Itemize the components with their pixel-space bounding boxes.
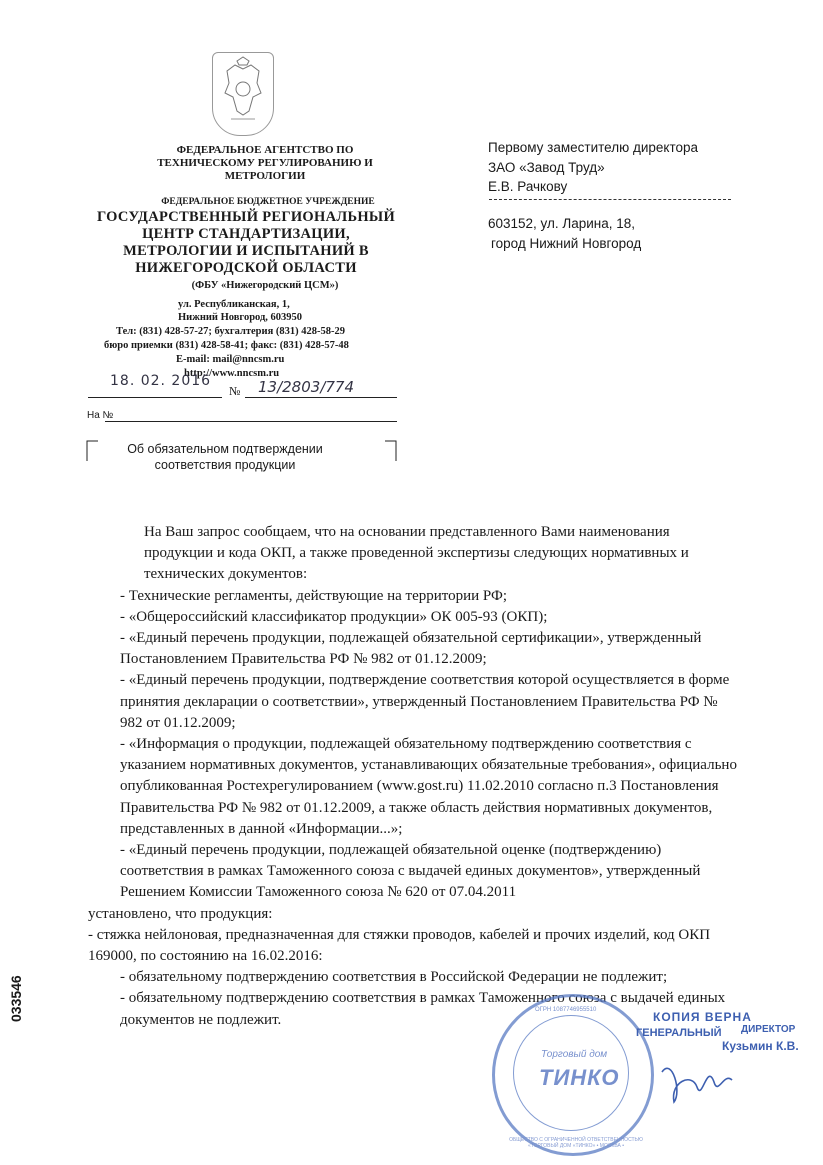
reception-fax: бюро приемки (831) 428-58-41; факс: (831) 428-57-48 xyxy=(104,340,349,351)
agency-name: ФЕДЕРАЛЬНОЕ АГЕНТСТВО ПО ТЕХНИЧЕСКОМУ РЕГУЛИРОВАНИЮ И МЕТРОЛОГИИ xyxy=(157,144,373,182)
body-established: установлено, что продукция: xyxy=(88,905,273,922)
reply-to-line xyxy=(105,421,397,422)
form-serial-number: 033546 xyxy=(8,975,24,1022)
recipient-name: Е.В. Рачкову xyxy=(488,179,568,194)
recipient-divider xyxy=(489,199,731,200)
bracket-left xyxy=(86,440,100,462)
body-item: - «Единый перечень продукции, подлежащей обязательной сертификации», утвержденный Постановлением Правительства РФ № 982 от 01.12.2009; xyxy=(120,630,702,668)
institution-type: ФЕДЕРАЛЬНОЕ БЮДЖЕТНОЕ УЧРЕЖДЕНИЕ xyxy=(161,197,375,207)
stamp-title-director: ДИРЕКТОР xyxy=(741,1024,796,1035)
address-city: Нижний Новгород, 603950 xyxy=(178,312,303,323)
body-item: - «Единый перечень продукции, подтверждение соответствия которой осуществляется в форме принятия декларации о соответствии», утвержденный Постановлением Правительства РФ № 982 от 01.12.2009; xyxy=(120,672,730,731)
phone-numbers: Тел: (831) 428-57-27; бухгалтерия (831) 428-58-29 xyxy=(116,326,345,337)
seal-ring-text: ОБЩЕСТВО С ОГРАНИЧЕННОЙ ОТВЕТСТВЕННОСТЬЮ «ТОРГОВЫЙ ДОМ «ТИНКО» • МОСКВА • xyxy=(509,1137,643,1149)
company-seal xyxy=(492,994,654,1156)
reply-to-label: На № xyxy=(87,410,114,421)
registration-date: 18. 02. 2016 xyxy=(110,373,212,389)
body-conclusion: - обязательному подтверждению соответствия в рамках Таможенного союза с выдачей единых документов не подлежит. xyxy=(120,990,726,1028)
state-emblem xyxy=(212,52,274,136)
number-line xyxy=(245,397,397,398)
body-item: - «Общероссийский классификатор продукции» ОК 005-93 (ОКП); xyxy=(120,608,548,625)
recipient-company: ЗАО «Завод Труд» xyxy=(488,160,605,175)
body-product: - стяжка нейлоновая, предназначенная для стяжки проводов, кабелей и прочих изделий, код ОКП 169000, по состоянию на 16.02.2016: xyxy=(88,926,711,965)
date-line xyxy=(88,397,222,398)
body-intro: На Ваш запрос сообщаем, что на основании представленного Вами наименования продукции и кода ОКП, а также проведенной экспертизы следующих нормативных и технических документов: xyxy=(144,524,689,583)
institution-short-name: (ФБУ «Нижегородский ЦСМ») xyxy=(191,280,339,291)
seal-logo: ТИНКО xyxy=(539,1065,620,1090)
stamp-title-general: ГЕНЕРАЛЬНЫЙ xyxy=(636,1027,722,1039)
recipient-address-line2: город Нижний Новгород xyxy=(491,236,642,251)
seal-center-top: Торговый дом xyxy=(541,1049,608,1060)
double-headed-eagle-icon xyxy=(213,53,273,135)
body-item: - «Информация о продукции, подлежащей обязательному подтверждению соответствия с указанием нормативных документов, устанавливающих обязательные требования», официально опубликованная Ростехрегулированием (www.gost.ru) 11.02.2010 согласно п.3 Постановления Правительства РФ № 982 от 01.12.2009, а также область действия нормативных документов, представленных в данной «Информации...»; xyxy=(120,736,737,837)
number-label: № xyxy=(229,384,241,398)
registration-number: 13/2803/774 xyxy=(258,378,354,396)
body-conclusion: - обязательному подтверждению соответствия в Российской Федерации не подлежит; xyxy=(120,969,668,986)
stamp-director-name: Кузьмин К.В. xyxy=(722,1039,799,1053)
letter-subject: Об обязательном подтверждении соответствия продукции xyxy=(127,442,323,472)
letter-body xyxy=(88,522,738,1031)
recipient-position: Первому заместителю директора xyxy=(488,140,699,155)
institution-name: ГОСУДАРСТВЕННЫЙ РЕГИОНАЛЬНЫЙ ЦЕНТР СТАНДАРТИЗАЦИИ, МЕТРОЛОГИИ И ИСПЫТАНИЙ В НИЖЕГОРОДСКОЙ ОБЛАСТИ xyxy=(96,209,396,276)
address-street: ул. Республиканская, 1, xyxy=(178,299,290,310)
body-item: - «Единый перечень продукции, подлежащей обязательной оценке (подтверждению) соответствия в рамках Таможенного союза с выдачей единых документов», утвержденный Решением Комиссии Таможенного союза № 620 от 07.04.2011 xyxy=(120,842,701,901)
copy-certified-stamp: КОПИЯ ВЕРНА xyxy=(653,1010,752,1024)
body-item: - Технические регламенты, действующие на территории РФ; xyxy=(120,587,508,604)
seal-ogrn: ОГРН 1087746955510 xyxy=(535,1007,597,1013)
handwritten-signature xyxy=(652,1052,742,1112)
bracket-right xyxy=(384,440,398,462)
recipient-address-line1: 603152, ул. Ларина, 18, xyxy=(488,216,636,231)
email: E-mail: mail@nncsm.ru xyxy=(176,354,285,365)
website: http://www.nncsm.ru xyxy=(184,368,280,379)
